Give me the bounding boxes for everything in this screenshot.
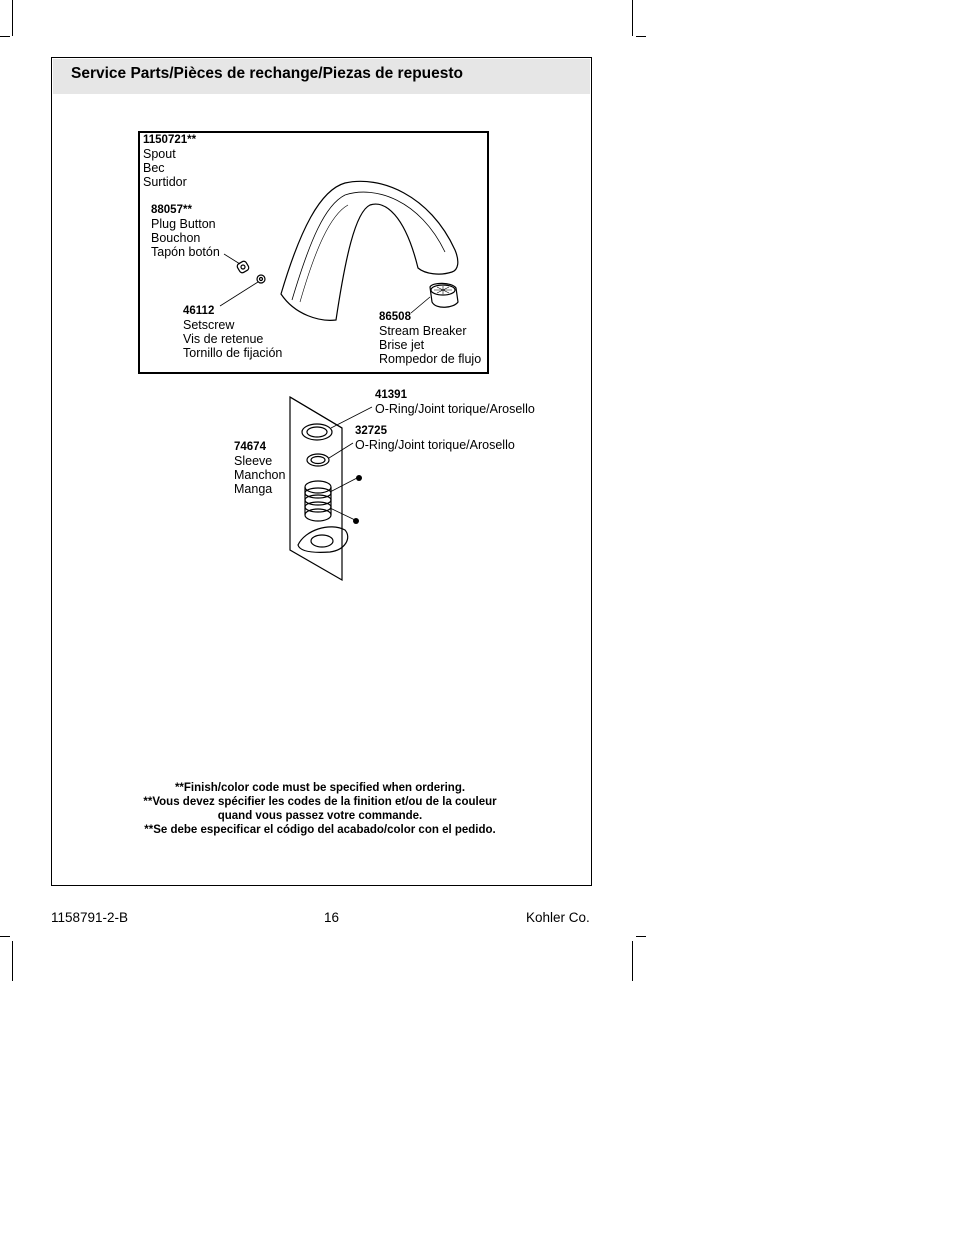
screw-drawing <box>353 518 359 524</box>
part-number: 41391 <box>375 389 407 401</box>
part-name-es: Rompedor de flujo <box>379 352 482 366</box>
part-name-en: Setscrew <box>183 318 235 332</box>
part-name-fr: Bec <box>143 161 165 175</box>
screw-drawing <box>356 475 362 481</box>
sleeve-drawing <box>305 481 331 521</box>
company-name: Kohler Co. <box>526 910 590 925</box>
part-number: 46112 <box>183 305 215 317</box>
part-label-oring-32725 <box>355 424 515 452</box>
part-number: 1150721** <box>143 134 197 146</box>
part-label-plug-button <box>151 203 220 259</box>
part-name-es: Tapón botón <box>151 245 220 259</box>
part-name-es: Tornillo de fijación <box>183 346 283 360</box>
part-number: 86508 <box>379 311 411 323</box>
part-label-setscrew <box>183 304 282 360</box>
part-number: 88057** <box>151 204 192 216</box>
part-name-fr: Manchon <box>234 468 286 482</box>
part-name-fr: Vis de retenue <box>183 332 264 346</box>
note-line-en: **Finish/color code must be specified when ordering. <box>174 782 466 794</box>
part-name-en: Spout <box>143 147 176 161</box>
part-name-en: Stream Breaker <box>379 324 467 338</box>
part-number: 74674 <box>234 441 266 453</box>
part-name: O-Ring/Joint torique/Arosello <box>375 402 535 416</box>
part-name-fr: Brise jet <box>379 338 425 352</box>
part-name: O-Ring/Joint torique/Arosello <box>355 438 515 452</box>
part-name-es: Surtidor <box>143 175 187 189</box>
note-line-fr-1: **Vous devez spécifier les codes de la finition et/ou de la couleur <box>143 796 497 808</box>
finish-note <box>60 781 580 837</box>
page-title: Service Parts/Pièces de rechange/Piezas de repuesto <box>71 65 464 82</box>
part-label-spout <box>143 133 196 189</box>
stream-breaker-drawing <box>430 283 458 307</box>
part-name-en: Sleeve <box>234 454 273 468</box>
plug-button-drawing <box>236 260 250 274</box>
part-name-en: Plug Button <box>151 217 216 231</box>
note-line-fr-2: quand vous passez votre commande. <box>217 810 423 822</box>
escutcheon-drawing <box>298 527 348 552</box>
doc-number: 1158791-2-B <box>51 910 129 925</box>
part-number: 32725 <box>355 425 387 437</box>
part-name-fr: Bouchon <box>151 231 201 245</box>
part-label-oring-41391 <box>375 388 535 416</box>
note-line-es: **Se debe especificar el código del acabado/color con el pedido. <box>144 824 496 836</box>
setscrew-drawing <box>257 275 265 283</box>
part-name-es: Manga <box>234 482 273 496</box>
page-number: 16 <box>324 910 340 925</box>
part-label-sleeve <box>234 440 285 496</box>
oring-32725-drawing <box>307 454 329 466</box>
part-label-stream-breaker <box>379 310 481 366</box>
